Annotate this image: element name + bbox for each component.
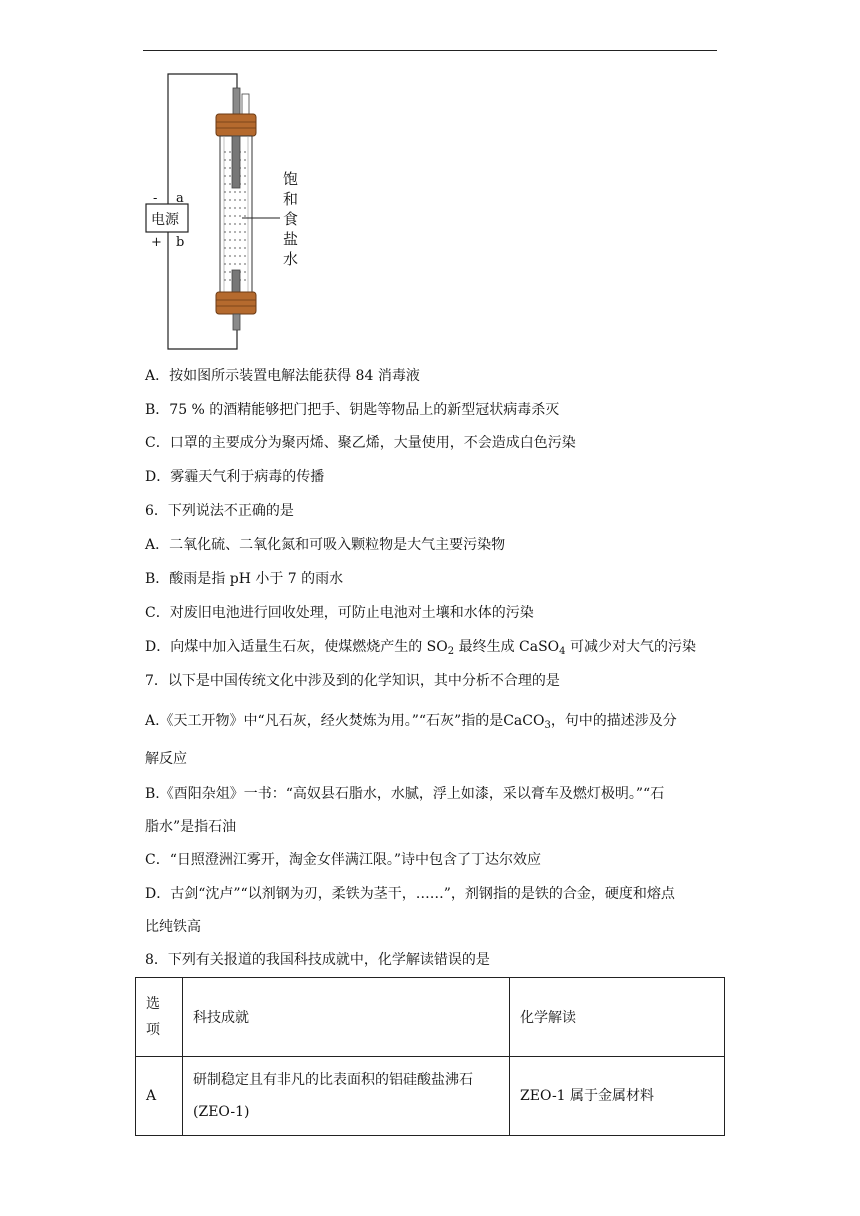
q7-option-a-line2: 解反应 <box>145 751 187 767</box>
solution-label-char-3: 食 <box>283 210 299 228</box>
q8-header-option: 选 项 <box>136 978 183 1057</box>
lower-electrode <box>232 270 240 294</box>
terminal-a-label: a <box>176 191 184 206</box>
q7-option-d-line1: D．古剑“沈卢”“以剂钢为刃，柔铁为茎干，……”，剂钢指的是铁的合金，硬度和熔点 <box>145 886 675 902</box>
upper-electrode <box>232 136 240 188</box>
q6-option-c: C．对废旧电池进行回收处理，可防止电池对土壤和水体的污染 <box>145 605 534 621</box>
bottom-electrode-rod <box>233 314 240 330</box>
q7-option-d-line2: 比纯铁高 <box>145 919 201 935</box>
q7-option-a-line1: A.《天工开物》中“凡石灰，经火焚炼为用。”“石灰”指的是CaCO$_3$，句中的描述涉及分 <box>145 713 677 731</box>
q6-option-b: B．酸雨是指 pH 小于 7 的雨水 <box>145 571 344 587</box>
solution-label-char-2: 和 <box>283 190 299 208</box>
q8-header-interpretation: 化学解读 <box>510 978 725 1057</box>
minus-sign: - <box>153 191 158 206</box>
bottom-stopper <box>216 292 256 314</box>
q8-header-achievement: 科技成就 <box>183 978 510 1057</box>
terminal-b-label: b <box>176 235 185 250</box>
q8-row-a-interpretation: ZEO-1 属于金属材料 <box>510 1057 725 1136</box>
q5-option-c: C．口罩的主要成分为聚丙烯、聚乙烯，大量使用，不会造成白色污染 <box>145 435 576 451</box>
q8-row-a-option: A <box>136 1057 183 1136</box>
power-source-label: 电源 <box>151 212 179 228</box>
q5-option-b: B．75 % 的酒精能够把门把手、钥匙等物品上的新型冠状病毒杀灭 <box>145 402 560 418</box>
plus-sign: + <box>151 235 162 250</box>
q8-table-row <box>136 1057 725 1136</box>
top-stopper <box>216 114 256 136</box>
q6-stem: 6．下列说法不正确的是 <box>145 503 294 519</box>
header-rule <box>143 50 717 51</box>
q5-option-a: A．按如图所示装置电解法能获得 84 消毒液 <box>145 368 420 384</box>
solution-label-char-1: 饱 <box>283 170 299 188</box>
q8-stem: 8．下列有关报道的我国科技成就中，化学解读错误的是 <box>145 952 490 968</box>
q8-row-a-achievement: 研制稳定且有非凡的比表面积的铝硅酸盐沸石 (ZEO-1) <box>183 1057 510 1136</box>
q6-option-d: D．向煤中加入适量生石灰，使煤燃烧产生的 $SO_2$ 最终生成 CaSO$_4$ 可减少对大气的污染 <box>145 639 696 657</box>
q7-stem: 7．以下是中国传统文化中涉及到的化学知识，其中分析不合理的是 <box>145 673 560 689</box>
solution-label-char-5: 水 <box>283 250 299 268</box>
q5-option-d: D．雾霾天气利于病毒的传播 <box>145 469 325 485</box>
electrolysis-figure <box>138 66 318 356</box>
q8-table <box>135 977 725 1136</box>
q7-option-b-line2: 脂水”是指石油 <box>145 819 237 835</box>
q7-option-b-line1: B.《酉阳杂俎》一书：“高奴县石脂水，水腻，浮上如漆，采以膏车及燃灯极明。”“石 <box>145 786 665 802</box>
solution-label-char-4: 盐 <box>283 230 299 248</box>
q7-option-c: C．“日照澄洲江雾开，淘金女伴满江限。”诗中包含了丁达尔效应 <box>145 852 542 868</box>
q8-table-header-row <box>136 978 725 1057</box>
q6-option-a: A．二氧化硫、二氧化氮和可吸入颗粒物是大气主要污染物 <box>145 537 506 553</box>
